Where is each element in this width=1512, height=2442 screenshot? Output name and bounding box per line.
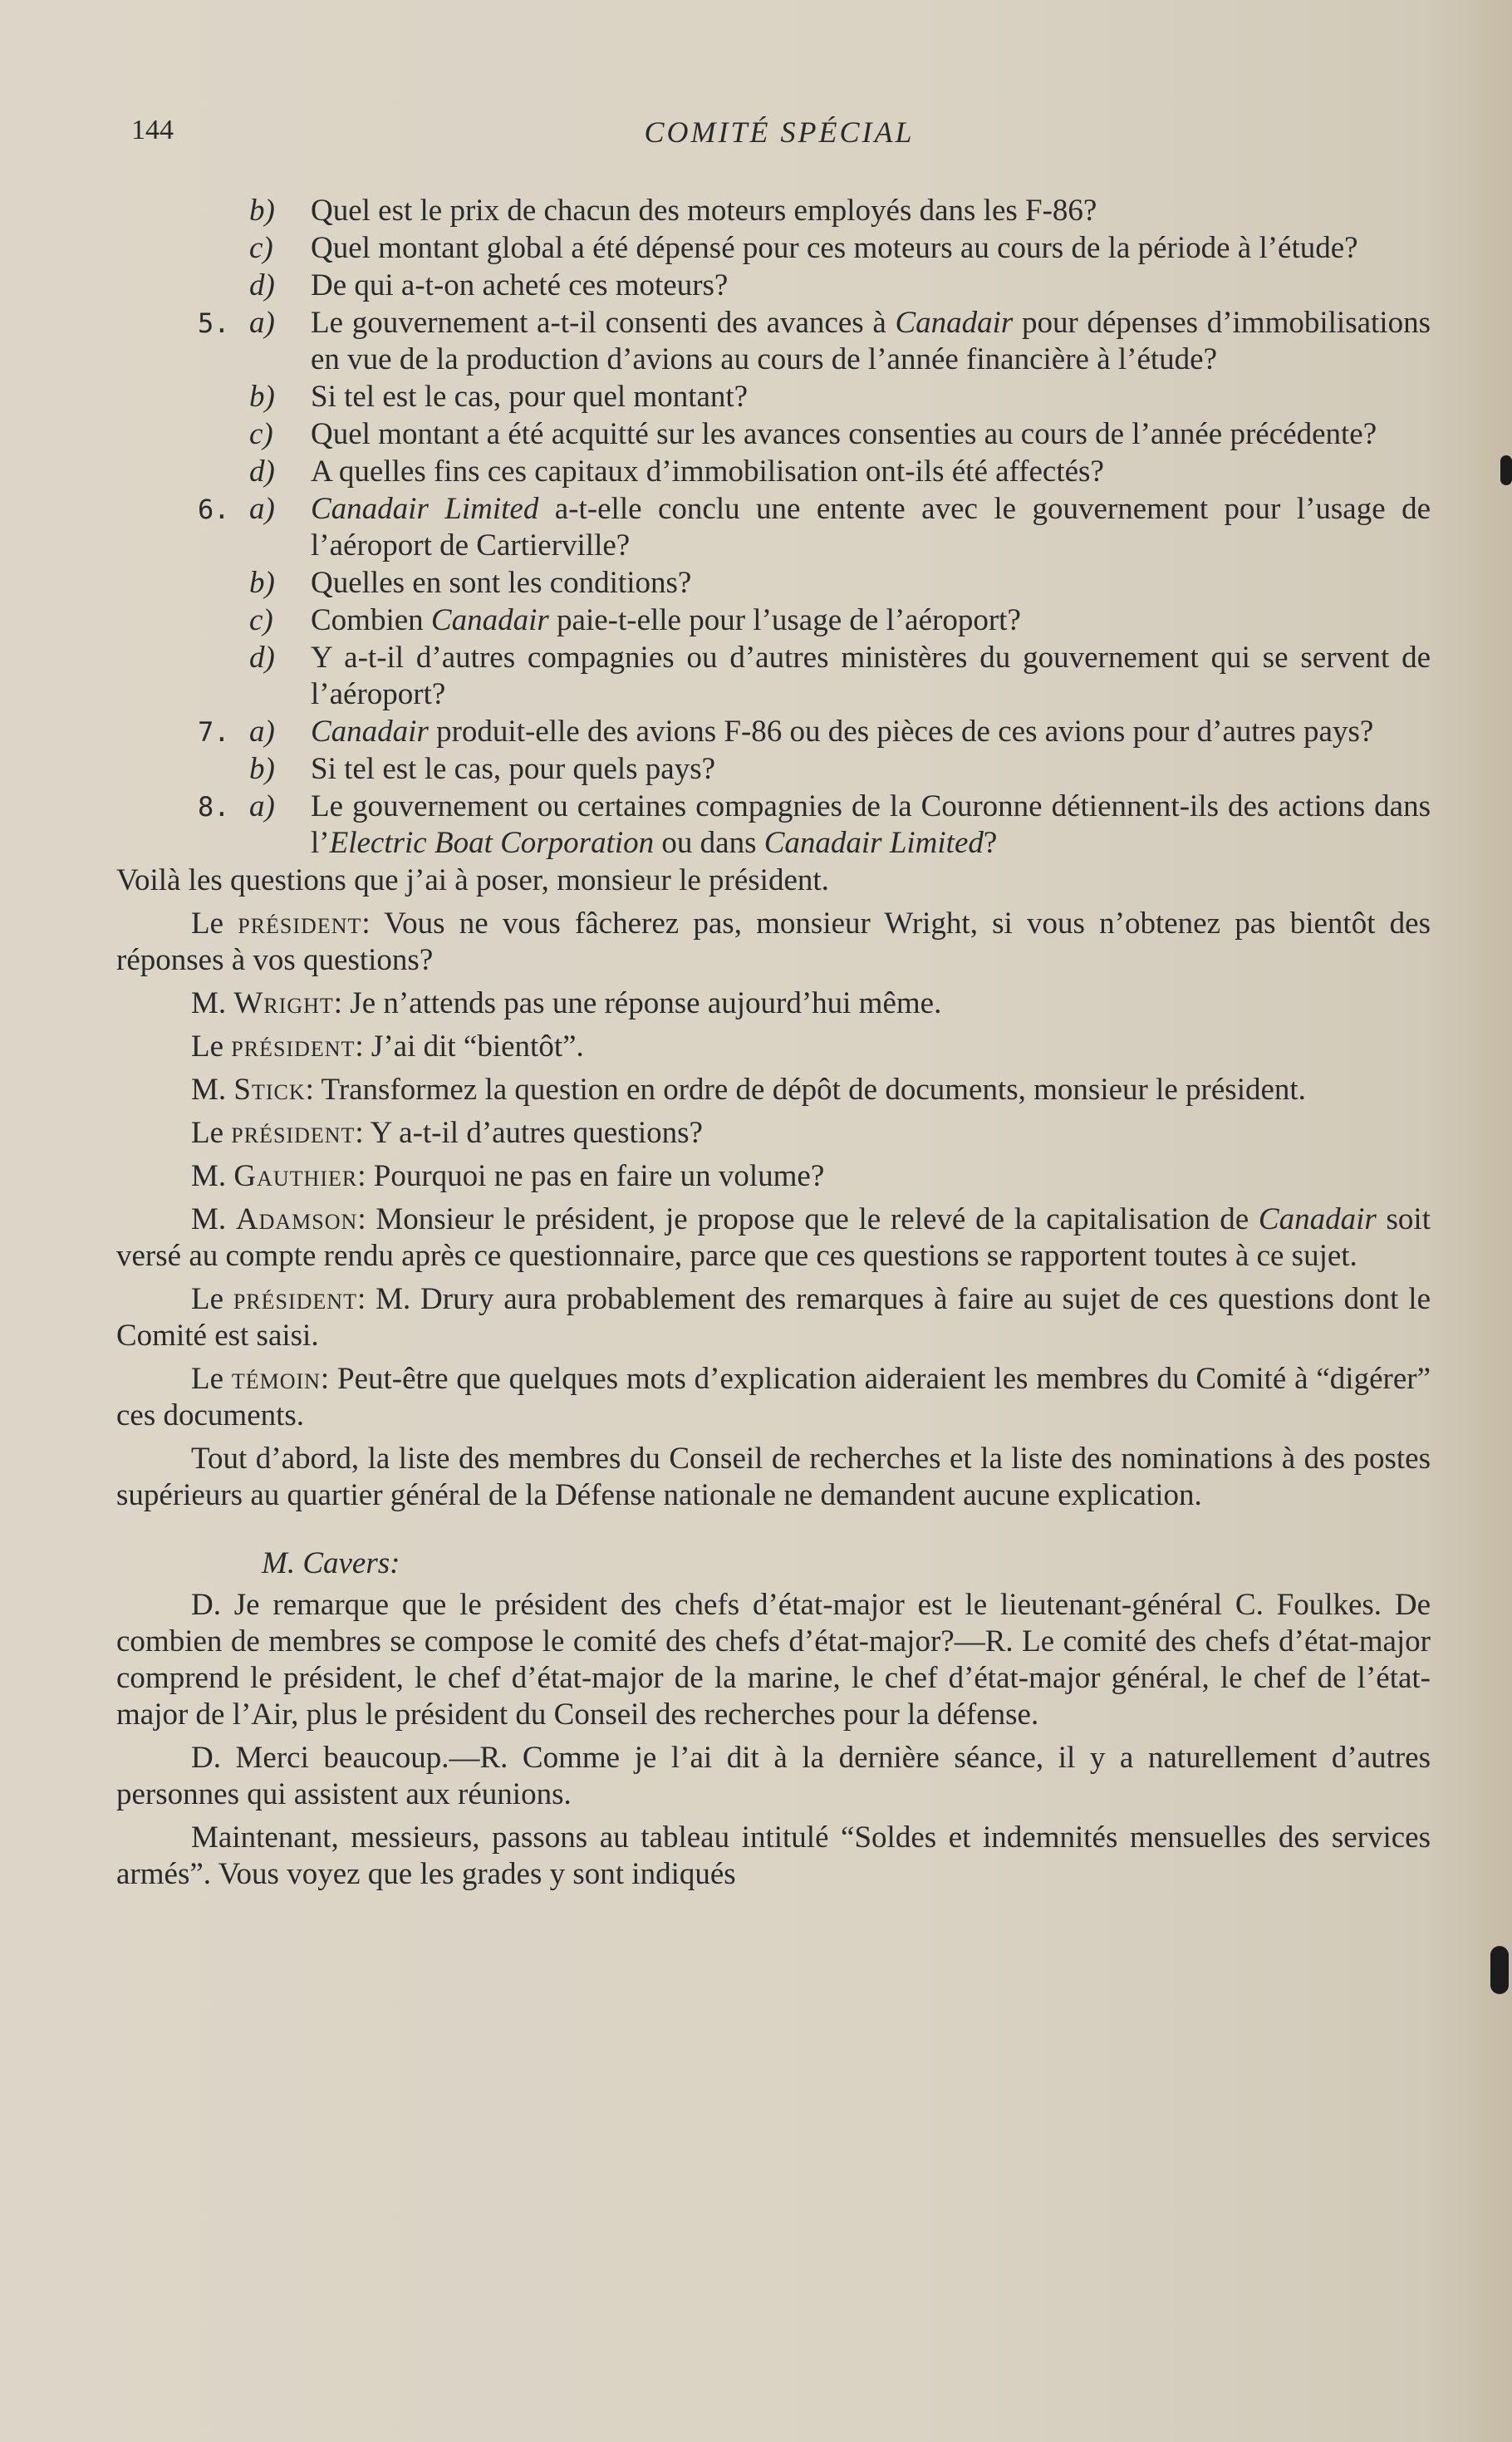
speaker-name: Stick [233, 1073, 306, 1107]
paragraph [116, 1029, 1431, 1065]
paragraph: Maintenant, messieurs, passons au tableau intitulé “Soldes et indemnités mensuelles des services armés”. Vous voyez que les grades y sont indiqués [116, 1820, 1431, 1891]
speaker-name: Adamson [235, 1202, 358, 1236]
text-run: : Vous ne vous fâcherez pas, monsieur Wright, si vous n’obtenez pas bientôt des réponses à vos questions? [116, 907, 1431, 977]
page-number: 144 [131, 115, 174, 145]
text-run: M. [191, 1202, 236, 1236]
text-run: ou dans [654, 826, 764, 860]
company-name: Canadair Limited [763, 826, 984, 860]
page-header [131, 115, 1427, 156]
question-item [116, 640, 1431, 713]
paragraph [116, 906, 1431, 979]
company-name: Canadair Limited [311, 492, 539, 526]
question-letter: a) [249, 789, 275, 823]
speaker-name: Gauthier [233, 1159, 358, 1193]
paragraph [116, 1158, 1431, 1195]
text-run: Le gouvernement a-t-il consenti des avances à [311, 306, 896, 340]
question-item [116, 565, 1431, 602]
question-number: 8. [198, 791, 230, 823]
question-item [116, 268, 1431, 304]
question-item [116, 305, 1431, 378]
paragraph: D. Merci beaucoup.—R. Comme je l’ai dit à la dernière séance, il y a naturellement d’autres personnes qui assistent aux réunions. [116, 1741, 1431, 1811]
question-item [116, 454, 1431, 490]
question-letter: b) [249, 380, 275, 414]
speaker-name: président [231, 1116, 356, 1150]
body-text [116, 193, 1431, 1899]
question-letter: d) [249, 641, 275, 675]
speaker-name: président [238, 907, 362, 941]
text-run: M. [191, 986, 234, 1020]
question-number: 6. [198, 494, 230, 525]
running-head: COMITÉ SPÉCIAL [644, 115, 915, 149]
paragraph [116, 1201, 1431, 1275]
text-run: M. [191, 1159, 234, 1193]
text-run: : Monsieur le président, je propose que le relevé de la capitalisation de [357, 1202, 1259, 1236]
question-item [116, 714, 1431, 750]
question-text: De qui a-t-on acheté ces moteurs? [311, 268, 729, 302]
scan-artifact-mark [1500, 455, 1512, 485]
question-text: Quel montant global a été dépensé pour ces moteurs au cours de la période à l’étude? [311, 231, 1358, 265]
company-name: Electric Boat Corporation [329, 826, 655, 860]
company-name: Canadair [1258, 1202, 1377, 1236]
paragraph: Tout d’abord, la liste des membres du Conseil de recherches et la liste des nominations à des postes supérieurs au quartier général de la Défense nationale ne demandent aucune explication. [116, 1442, 1431, 1512]
text-run: a-t-elle conclu une entente avec le gouvernement pour l’usage de l’aéroport de Cartierville? [311, 492, 1431, 563]
question-text: Quelles en sont les conditions? [311, 566, 692, 600]
text-run: M. [191, 1073, 234, 1107]
text-run: Le [191, 907, 238, 941]
text-run: Combien [311, 603, 431, 637]
question-text: Quel est le prix de chacun des moteurs employés dans les F-86? [311, 194, 1097, 228]
text-run: : M. Drury aura probablement des remarques à faire au sujet de ces questions dont le Comité est saisi. [116, 1282, 1431, 1353]
text-run: Le [191, 1029, 232, 1064]
text-run: : J’ai dit “bientôt”. [355, 1029, 584, 1064]
text-run: : Y a-t-il d’autres questions? [355, 1116, 703, 1150]
question-letter: d) [249, 454, 275, 489]
paragraph: Voilà les questions que j’ai à poser, monsieur le président. [116, 863, 829, 897]
text-run: : Je n’attends pas une réponse aujourd’hui même. [333, 986, 942, 1020]
question-item [116, 230, 1431, 267]
question-letter: a) [249, 492, 275, 526]
question-text [311, 603, 1021, 637]
question-text: Si tel est le cas, pour quels pays? [311, 752, 716, 786]
text-run: Le [191, 1362, 232, 1396]
question-number: 7. [198, 716, 230, 748]
question-text: Si tel est le cas, pour quel montant? [311, 380, 749, 414]
paragraph [116, 985, 1431, 1022]
text-run: : Peut-être que quelques mots d’explication aideraient les membres du Comité à “digérer” ces documents. [116, 1362, 1431, 1432]
question-item [116, 416, 1431, 453]
question-text: A quelles fins ces capitaux d’immobilisation ont-ils été affectés? [311, 454, 1104, 489]
speaker-name: témoin [231, 1362, 321, 1396]
question-letter: b) [249, 752, 275, 786]
question-text [311, 789, 1431, 860]
text-run: produit-elle des avions F-86 ou des pièces de ces avions pour d’autres pays? [428, 715, 1374, 749]
scan-artifact-mark [1490, 1946, 1509, 1994]
question-letter: a) [249, 715, 275, 749]
question-item [116, 751, 1431, 788]
question-text [311, 715, 1373, 749]
company-name: Canadair [311, 715, 429, 749]
question-number: 5. [198, 307, 230, 339]
text-run: : Pourquoi ne pas en faire un volume? [357, 1159, 825, 1193]
text-run: soit versé au compte rendu après ce questionnaire, parce que ces questions se rapportent toutes à ce sujet. [116, 1202, 1431, 1273]
question-letter: a) [249, 306, 275, 340]
question-letter: b) [249, 566, 275, 600]
text-run: Le [191, 1282, 233, 1316]
text-run: Le gouvernement ou certaines compagnies de la Couronne détiennent-ils des actions dans l’ [311, 789, 1431, 860]
question-item [116, 193, 1431, 229]
speaker-heading: M. Cavers: [262, 1546, 400, 1580]
question-letter: d) [249, 268, 275, 302]
question-text: Quel montant a été acquitté sur les avances consenties au cours de l’année précédente? [311, 417, 1377, 451]
question-text [311, 306, 1431, 376]
company-name: Canadair [430, 603, 549, 637]
paragraph [116, 1361, 1431, 1434]
question-letter: c) [249, 417, 273, 451]
question-item [116, 379, 1431, 415]
paragraph: D. Je remarque que le président des chefs d’état-major est le lieutenant-général C. Foulkes. De combien de membres se compose le comité des chefs d’état-major?—R. Le comité des chefs d’état-major comprend le président, le chef d’état-major de la marine, le chef d’état-major général, le chef de l’état-major de l’Air, plus le président du Conseil des recherches pour la défense. [116, 1588, 1431, 1732]
text-run: Le [191, 1116, 232, 1150]
question-item [116, 602, 1431, 639]
company-name: Canadair [895, 306, 1014, 340]
text-run: ? [983, 826, 998, 860]
question-letter: c) [249, 603, 273, 637]
paragraph [116, 1281, 1431, 1354]
speaker-name: président [231, 1029, 356, 1064]
speaker-name: Wright [233, 986, 334, 1020]
question-text: Y a-t-il d’autres compagnies ou d’autres ministères du gouvernement qui se servent de l’aéroport? [311, 641, 1431, 711]
text-run: pour dépenses d’immobilisations en vue de la production d’avions au cours de l’année financière à l’étude? [311, 306, 1431, 376]
speaker-name: président [233, 1282, 357, 1316]
paragraph [116, 1115, 1431, 1152]
question-letter: b) [249, 194, 275, 228]
question-text [311, 492, 1431, 563]
question-item [116, 491, 1431, 564]
text-run: : Transformez la question en ordre de dépôt de documents, monsieur le président. [305, 1073, 1306, 1107]
question-letter: c) [249, 231, 273, 265]
paragraph [116, 1072, 1431, 1108]
text-run: paie-t-elle pour l’usage de l’aéroport? [548, 603, 1021, 637]
question-item [116, 789, 1431, 862]
